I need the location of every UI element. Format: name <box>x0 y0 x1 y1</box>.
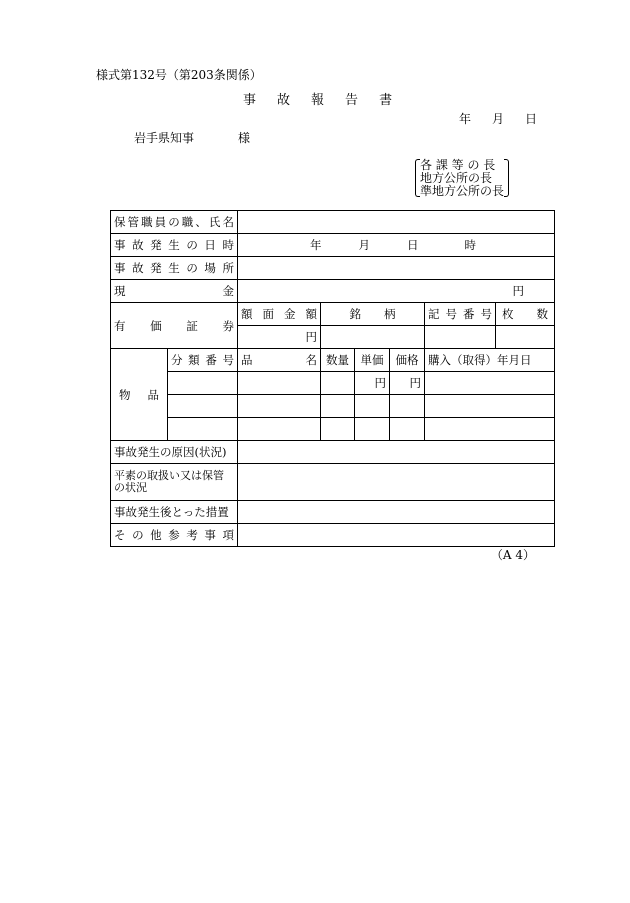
table-row <box>111 257 555 280</box>
addressee-suffix: 様 <box>238 131 251 145</box>
table-row <box>111 280 555 303</box>
goods-header-purchase-date: 購入（取得）年月日 <box>425 349 555 372</box>
table-row <box>111 395 555 418</box>
document-title <box>243 89 413 108</box>
date-year: 年 <box>459 112 472 126</box>
measures-label: 事故発生後とった措置 <box>111 501 238 524</box>
goods-cell[interactable] <box>321 418 355 441</box>
goods-price-cell[interactable] <box>390 372 425 395</box>
goods-unit: 円 <box>409 376 421 390</box>
goods-cell[interactable] <box>321 395 355 418</box>
securities-unit: 円 <box>305 330 317 344</box>
report-date <box>459 110 558 127</box>
goods-header-class-no: 分類番号 <box>168 349 238 372</box>
form-number: 様式第132号（第203条関係） <box>96 68 262 82</box>
sender-titles <box>420 159 504 198</box>
handling-field[interactable] <box>238 464 555 501</box>
goods-header-price: 価格 <box>390 349 425 372</box>
securities-issue-field[interactable] <box>321 326 425 349</box>
cash-label: 現金 <box>111 280 238 303</box>
goods-cell[interactable] <box>390 418 425 441</box>
securities-label: 有価証券 <box>111 303 238 349</box>
table-row <box>111 441 555 464</box>
paper-size-note: （A 4） <box>490 548 535 562</box>
title-char: 書 <box>379 93 393 108</box>
goods-cell[interactable] <box>355 418 390 441</box>
goods-cell[interactable] <box>168 372 238 395</box>
securities-code-count-field[interactable] <box>425 326 555 349</box>
place-label: 事故発生の場所 <box>111 257 238 280</box>
title-char: 報 <box>311 93 325 108</box>
cash-unit: 円 <box>512 284 525 298</box>
title-char: 故 <box>277 93 291 108</box>
table-row <box>111 234 555 257</box>
securities-header-issue: 銘 柄 <box>321 303 425 326</box>
staff-label: 保管職員の職、氏名 <box>111 211 238 234</box>
datetime-month: 月 <box>358 238 370 252</box>
measures-field[interactable] <box>238 501 555 524</box>
datetime-year: 年 <box>310 238 322 252</box>
title-char: 事 <box>243 93 257 108</box>
table-row <box>111 464 555 501</box>
datetime-field[interactable] <box>238 234 555 257</box>
table-row <box>111 524 555 547</box>
sender-title: 地方公所の長 <box>420 171 493 185</box>
goods-cell[interactable] <box>168 418 238 441</box>
staff-field[interactable] <box>238 211 555 234</box>
goods-cell[interactable] <box>168 395 238 418</box>
sender-title: 準地方公所の長 <box>420 184 505 198</box>
table-row <box>111 418 555 441</box>
addressee <box>134 129 250 146</box>
table-row <box>111 303 555 326</box>
datetime-day: 日 <box>407 238 419 252</box>
sender-title: 各 課 等 の 長 <box>420 158 496 172</box>
other-field[interactable] <box>238 524 555 547</box>
table-row <box>111 501 555 524</box>
goods-header-qty: 数量 <box>321 349 355 372</box>
table-row <box>111 372 555 395</box>
right-brace <box>504 159 509 197</box>
goods-header-name: 品 名 <box>238 349 321 372</box>
cause-label: 事故発生の原因(状況) <box>111 441 238 464</box>
goods-cell[interactable] <box>425 372 555 395</box>
datetime-hour: 時 <box>464 238 476 252</box>
left-brace <box>415 159 420 197</box>
securities-header-face-value: 額面金額 <box>238 303 321 326</box>
handling-label: 平素の取扱い又は保管の状況 <box>111 464 238 501</box>
goods-cell[interactable] <box>390 395 425 418</box>
goods-cell[interactable] <box>238 395 321 418</box>
other-label: その他参考事項 <box>111 524 238 547</box>
place-field[interactable] <box>238 257 555 280</box>
goods-header-unit-price: 単価 <box>355 349 390 372</box>
goods-cell[interactable] <box>355 395 390 418</box>
goods-label: 物品 <box>111 349 168 441</box>
datetime-label: 事故発生の日時 <box>111 234 238 257</box>
securities-header-code-wrap <box>425 303 555 326</box>
securities-face-value-field[interactable] <box>238 326 321 349</box>
securities-header-count: 枚 数 <box>502 307 549 321</box>
table-row <box>111 349 555 372</box>
goods-cell[interactable] <box>425 395 555 418</box>
goods-cell[interactable] <box>425 418 555 441</box>
goods-unit: 円 <box>374 376 386 390</box>
title-char: 告 <box>345 93 359 108</box>
securities-header-code: 記号番号 <box>425 303 496 325</box>
goods-cell[interactable] <box>321 372 355 395</box>
table-row <box>111 211 555 234</box>
goods-cell[interactable] <box>238 372 321 395</box>
goods-unit-price-cell[interactable] <box>355 372 390 395</box>
goods-cell[interactable] <box>238 418 321 441</box>
cause-field[interactable] <box>238 441 555 464</box>
date-month: 月 <box>492 112 505 126</box>
cash-field[interactable] <box>238 280 555 303</box>
accident-report-table <box>110 210 555 547</box>
addressee-name: 岩手県知事 <box>134 131 195 145</box>
date-day: 日 <box>525 112 538 126</box>
